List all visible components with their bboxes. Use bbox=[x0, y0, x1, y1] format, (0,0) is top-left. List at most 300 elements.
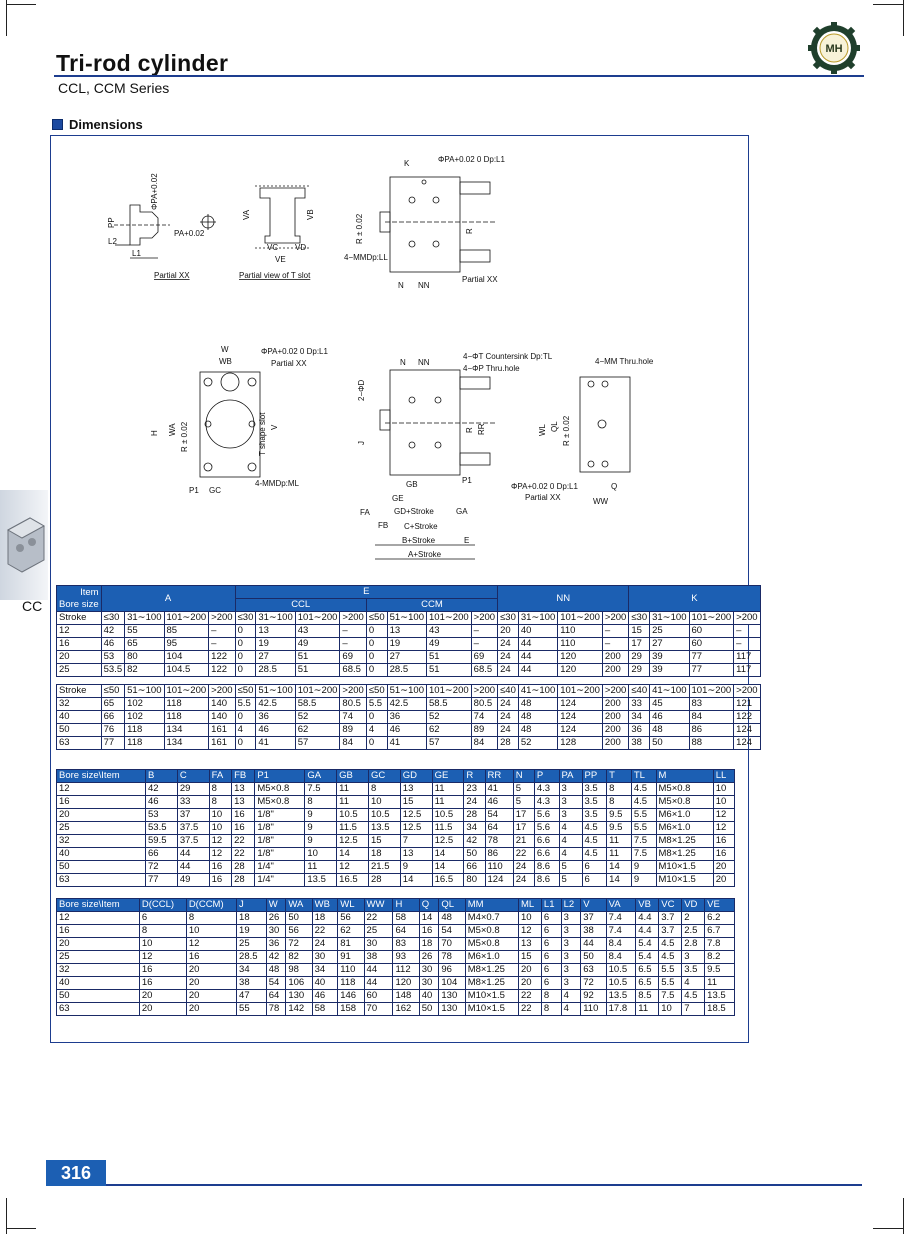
table-cell: 6 bbox=[541, 964, 561, 977]
table-cell: 33 bbox=[177, 796, 209, 809]
table-cell: 11 bbox=[636, 1003, 659, 1016]
table-cell: 20 bbox=[713, 874, 734, 887]
table-cell: 16 bbox=[139, 977, 186, 990]
label-ql: QL bbox=[550, 421, 559, 432]
table-cell: 18 bbox=[368, 848, 400, 861]
table-cell: 48 bbox=[518, 724, 557, 737]
stroke-range: ≤50 bbox=[235, 685, 256, 698]
table-cell: 5.6 bbox=[534, 809, 559, 822]
label-ga: GA bbox=[456, 507, 468, 516]
column-header: WL bbox=[338, 899, 364, 912]
table-cell: 0 bbox=[235, 651, 256, 664]
table-cell: 8 bbox=[139, 925, 186, 938]
table-cell: 27 bbox=[650, 638, 689, 651]
table-cell: 104.5 bbox=[164, 664, 209, 677]
table-cell: 5.4 bbox=[636, 951, 659, 964]
table-cell: 25 bbox=[364, 925, 393, 938]
table-cell: 4 bbox=[682, 977, 705, 990]
table-cell: 3 bbox=[559, 796, 582, 809]
table-cell: 57 bbox=[427, 737, 472, 750]
table-cell: 9 bbox=[305, 835, 337, 848]
section-heading bbox=[52, 117, 143, 132]
table-cell: 162 bbox=[393, 1003, 419, 1016]
table-row bbox=[57, 664, 761, 677]
table-cell: 20 bbox=[186, 990, 236, 1003]
label-ww: WW bbox=[593, 497, 609, 506]
table-cell: 29 bbox=[629, 664, 650, 677]
table-cell: 12 bbox=[186, 938, 236, 951]
column-header: GC bbox=[368, 770, 400, 783]
side-series-label: CC bbox=[22, 598, 43, 614]
table-cell: 16 bbox=[57, 796, 146, 809]
label-r-tol-3: R ± 0.02 bbox=[562, 415, 571, 446]
label-phi-pa-dp-3: ΦPA+0.02 0 Dp:L1 bbox=[511, 482, 578, 491]
table-cell: 80 bbox=[125, 651, 164, 664]
table-cell: M5×0.8 bbox=[255, 783, 305, 796]
table-cell: 20 bbox=[186, 964, 236, 977]
table-cell: 12 bbox=[209, 848, 232, 861]
table-cell: 13 bbox=[400, 848, 432, 861]
stroke-range: 41∼100 bbox=[650, 685, 689, 698]
table-cell: 77 bbox=[146, 874, 178, 887]
table-cell: 9 bbox=[631, 861, 656, 874]
drawing-t-slot bbox=[235, 178, 330, 283]
table-cell: 36 bbox=[387, 711, 426, 724]
table-cell: 4 bbox=[559, 848, 582, 861]
crop-mark-tl bbox=[6, 0, 7, 36]
header-ccm: CCM bbox=[366, 599, 497, 612]
stroke-range: >200 bbox=[340, 612, 366, 625]
table-cell: – bbox=[602, 638, 628, 651]
table-cell: 82 bbox=[286, 951, 312, 964]
table-cell: 50 bbox=[57, 990, 140, 1003]
stroke-range: >200 bbox=[602, 612, 628, 625]
table-cell: 28.5 bbox=[237, 951, 267, 964]
table-row bbox=[57, 925, 735, 938]
table-cell: 16 bbox=[209, 861, 232, 874]
label-wb: WB bbox=[219, 357, 232, 366]
table-cell: 62 bbox=[338, 925, 364, 938]
table-cell: 8.6 bbox=[534, 861, 559, 874]
label-ve: VE bbox=[275, 255, 286, 264]
table-cell: 130 bbox=[286, 990, 312, 1003]
table-cell: 48 bbox=[650, 724, 689, 737]
table-cell: 10.5 bbox=[606, 977, 636, 990]
table-cell: 6 bbox=[541, 951, 561, 964]
table-cell: 78 bbox=[439, 951, 465, 964]
label-r-1: R bbox=[465, 228, 474, 234]
column-header: L1 bbox=[541, 899, 561, 912]
table-cell: 110 bbox=[581, 1003, 606, 1016]
table-row bbox=[57, 796, 735, 809]
table-cell: 30 bbox=[266, 925, 286, 938]
table-cell: M5×0.8 bbox=[656, 783, 713, 796]
table-cell: 44 bbox=[581, 938, 606, 951]
column-header: ML bbox=[518, 899, 541, 912]
table-cell: 51 bbox=[427, 664, 472, 677]
column-header: Q bbox=[419, 899, 439, 912]
table-cell: 10 bbox=[713, 796, 734, 809]
table-cell: 4 bbox=[561, 1003, 581, 1016]
table-cell: 117 bbox=[734, 651, 760, 664]
table-cell: 11 bbox=[607, 835, 632, 848]
table-cell: 12 bbox=[57, 625, 102, 638]
table-cell: 2.5 bbox=[682, 925, 705, 938]
table-cell: 10.5 bbox=[337, 809, 369, 822]
table-cell: M6×1.0 bbox=[656, 809, 713, 822]
table-cell: 62 bbox=[427, 724, 472, 737]
table-cell: 8 bbox=[186, 912, 236, 925]
column-header: P1 bbox=[255, 770, 305, 783]
table-cell: 12.5 bbox=[400, 809, 432, 822]
table-cell: 110 bbox=[485, 861, 513, 874]
stroke-label: Stroke bbox=[57, 612, 102, 625]
table-cell: 41 bbox=[256, 737, 295, 750]
table-cell: M5×0.8 bbox=[656, 796, 713, 809]
table-cell: 134 bbox=[164, 724, 209, 737]
stroke-range: 31∼100 bbox=[518, 612, 557, 625]
section-title: Dimensions bbox=[69, 117, 143, 132]
table-cell: 25 bbox=[57, 951, 140, 964]
label-h: H bbox=[150, 430, 159, 436]
table-cell: 17 bbox=[513, 809, 534, 822]
table-cell: 50 bbox=[57, 724, 102, 737]
table-cell: 23 bbox=[464, 783, 485, 796]
table-cell: 41 bbox=[387, 737, 426, 750]
table-cell: 22 bbox=[232, 848, 255, 861]
table-cell: 4 bbox=[559, 835, 582, 848]
label-fb: FB bbox=[378, 521, 389, 530]
table-cell: 9 bbox=[400, 861, 432, 874]
table-cell: 24 bbox=[513, 861, 534, 874]
table-cell: 46 bbox=[650, 711, 689, 724]
table-cell: 10 bbox=[518, 912, 541, 925]
table-cell: 20 bbox=[139, 990, 186, 1003]
table-cell: 1/4" bbox=[255, 861, 305, 874]
stroke-range: >200 bbox=[734, 685, 760, 698]
table-cell: 39 bbox=[650, 664, 689, 677]
table-cell: 6 bbox=[541, 912, 561, 925]
table-cell: 10 bbox=[659, 1003, 682, 1016]
table-cell: 76 bbox=[101, 724, 125, 737]
label-l1: L1 bbox=[132, 249, 141, 258]
table-cell: 148 bbox=[393, 990, 419, 1003]
label-phi-pa-dp-2: ΦPA+0.02 0 Dp:L1 bbox=[261, 347, 328, 356]
table-cell: 48 bbox=[518, 698, 557, 711]
table-cell: 20 bbox=[139, 1003, 186, 1016]
table-cell: 7.5 bbox=[659, 990, 682, 1003]
stroke-range: 51∼100 bbox=[387, 685, 426, 698]
table-cell: 49 bbox=[295, 638, 340, 651]
column-header: QL bbox=[439, 899, 465, 912]
table-cell: 5 bbox=[559, 861, 582, 874]
table-cell: 8.4 bbox=[606, 938, 636, 951]
table-cell: 85 bbox=[164, 625, 209, 638]
table-cell: 26 bbox=[266, 912, 286, 925]
table-cell: 13 bbox=[256, 625, 295, 638]
table-cell: 3 bbox=[682, 951, 705, 964]
table-cell: M6×1.0 bbox=[656, 822, 713, 835]
table-cell: 4.5 bbox=[582, 835, 607, 848]
table-cell: 7 bbox=[400, 835, 432, 848]
table-cell: 13 bbox=[232, 783, 255, 796]
table-cell: 16 bbox=[139, 964, 186, 977]
stroke-range: >200 bbox=[471, 612, 497, 625]
column-header: D(CCM) bbox=[186, 899, 236, 912]
column-header: PA bbox=[559, 770, 582, 783]
table-cell: 6 bbox=[541, 925, 561, 938]
table-cell: 78 bbox=[485, 835, 513, 848]
table-cell: – bbox=[340, 638, 366, 651]
table-cell: 11 bbox=[432, 796, 464, 809]
table-cell: 82 bbox=[125, 664, 164, 677]
table-cell: 8.5 bbox=[636, 990, 659, 1003]
table-cell: 16 bbox=[419, 925, 439, 938]
table-cell: 4 bbox=[366, 724, 387, 737]
stroke-range: >200 bbox=[734, 612, 760, 625]
table-cell: 4.3 bbox=[534, 796, 559, 809]
table-cell: 40 bbox=[419, 990, 439, 1003]
table-cell: 3 bbox=[559, 809, 582, 822]
table-cell: – bbox=[209, 638, 235, 651]
table-cell: 5.5 bbox=[631, 809, 656, 822]
table-row bbox=[57, 783, 735, 796]
label-c-stroke: C+Stroke bbox=[404, 522, 438, 531]
table-cell: 12.5 bbox=[432, 835, 464, 848]
table-cell: 6.2 bbox=[705, 912, 735, 925]
table-cell: 5.5 bbox=[659, 977, 682, 990]
table-cell: 20 bbox=[518, 964, 541, 977]
table-cell: 8 bbox=[541, 1003, 561, 1016]
label-nn-2: NN bbox=[418, 358, 430, 367]
column-header: VC bbox=[659, 899, 682, 912]
table-cell: 15 bbox=[400, 796, 432, 809]
table-cell: 9.5 bbox=[607, 809, 632, 822]
title-rule bbox=[54, 75, 864, 77]
table-cell: 158 bbox=[338, 1003, 364, 1016]
caption-partial-xx-1: Partial XX bbox=[154, 271, 190, 280]
table-cell: 0 bbox=[366, 651, 387, 664]
cylinder-thumbnail-icon bbox=[0, 490, 48, 600]
table-cell: 117 bbox=[734, 664, 760, 677]
table-cell: 65 bbox=[125, 638, 164, 651]
column-header: VA bbox=[606, 899, 636, 912]
table-cell: 104 bbox=[164, 651, 209, 664]
table-row bbox=[57, 651, 761, 664]
table-row bbox=[57, 938, 735, 951]
stroke-range: ≤30 bbox=[498, 612, 519, 625]
stroke-range: 101∼200 bbox=[164, 685, 209, 698]
table-cell: 17 bbox=[629, 638, 650, 651]
table-cell: M8×1.25 bbox=[465, 977, 518, 990]
table-cell: 65 bbox=[101, 698, 125, 711]
table-cell: 5 bbox=[513, 783, 534, 796]
table-cell: 4.5 bbox=[682, 990, 705, 1003]
table-cell: 53 bbox=[146, 809, 178, 822]
table-cell: 84 bbox=[340, 737, 366, 750]
table-cell: 120 bbox=[558, 664, 603, 677]
table-cell: 50 bbox=[419, 1003, 439, 1016]
header-a: A bbox=[101, 586, 235, 612]
table-cell: 7.5 bbox=[631, 835, 656, 848]
column-header: W bbox=[266, 899, 286, 912]
table-cell: 83 bbox=[393, 938, 419, 951]
table-cell: 6.7 bbox=[705, 925, 735, 938]
table-cell: 11.5 bbox=[432, 822, 464, 835]
table-header-row bbox=[57, 586, 761, 599]
table-cell: 5.5 bbox=[659, 964, 682, 977]
table-cell: 32 bbox=[57, 964, 140, 977]
table-cell: 25 bbox=[650, 625, 689, 638]
column-header: PP bbox=[582, 770, 607, 783]
table-cell: 12 bbox=[209, 835, 232, 848]
table-cell: 69 bbox=[340, 651, 366, 664]
table-cell: 54 bbox=[439, 925, 465, 938]
label-v: V bbox=[270, 424, 279, 430]
stroke-range: 51∼100 bbox=[256, 685, 295, 698]
table-cell: 68.5 bbox=[471, 664, 497, 677]
table-cell: 44 bbox=[177, 861, 209, 874]
table-row bbox=[57, 835, 735, 848]
label-pp: PP bbox=[107, 217, 116, 228]
table-cell: 200 bbox=[602, 664, 628, 677]
table-cell: 4.5 bbox=[659, 951, 682, 964]
stroke-range: 51∼100 bbox=[125, 685, 164, 698]
table-cell: 8 bbox=[209, 783, 232, 796]
label-r-tol-2: R ± 0.02 bbox=[180, 421, 189, 452]
column-header: H bbox=[393, 899, 419, 912]
column-header: GB bbox=[337, 770, 369, 783]
table-cell: 63 bbox=[581, 964, 606, 977]
column-header: MM bbox=[465, 899, 518, 912]
table-cell: 42.5 bbox=[256, 698, 295, 711]
table-cell: 102 bbox=[125, 711, 164, 724]
table-cell: 3.5 bbox=[582, 783, 607, 796]
stroke-range: 101∼200 bbox=[295, 685, 340, 698]
table-cell: 56 bbox=[286, 925, 312, 938]
table-cell: 0 bbox=[366, 625, 387, 638]
table-cell: 13.5 bbox=[305, 874, 337, 887]
table-cell: 3 bbox=[561, 938, 581, 951]
table-cell: 58 bbox=[393, 912, 419, 925]
table-cell: 13 bbox=[387, 625, 426, 638]
table-cell: 56 bbox=[338, 912, 364, 925]
stroke-range: 101∼200 bbox=[689, 685, 734, 698]
table-cell: 5.5 bbox=[366, 698, 387, 711]
table-cell: 3 bbox=[561, 964, 581, 977]
table-cell: 33 bbox=[629, 698, 650, 711]
table-cell: 4.5 bbox=[582, 822, 607, 835]
table-row bbox=[57, 874, 735, 887]
table-cell: 24 bbox=[498, 651, 519, 664]
table-cell: 118 bbox=[338, 977, 364, 990]
label-phi-pa-dp: ΦPA+0.02 0 Dp:L1 bbox=[438, 155, 505, 164]
table-cell: 54 bbox=[266, 977, 286, 990]
table-cell: M8×1.25 bbox=[465, 964, 518, 977]
table-cell: 11 bbox=[305, 861, 337, 874]
table-cell: 13.5 bbox=[368, 822, 400, 835]
table-cell: 1/8" bbox=[255, 835, 305, 848]
label-4t-countersink: 4−ΦT Countersink Dp:TL bbox=[463, 352, 553, 361]
table-cell: 7.5 bbox=[305, 783, 337, 796]
label-wl: WL bbox=[538, 424, 547, 436]
table-cell: 5.4 bbox=[636, 938, 659, 951]
table-row bbox=[57, 951, 735, 964]
table-cell: 3.7 bbox=[659, 925, 682, 938]
column-header: Bore size\Item bbox=[57, 899, 140, 912]
table-row bbox=[57, 638, 761, 651]
column-header: D(CCL) bbox=[139, 899, 186, 912]
table-cell: 7.5 bbox=[631, 848, 656, 861]
stroke-range: ≤40 bbox=[629, 685, 650, 698]
table-cell: 130 bbox=[439, 990, 465, 1003]
table-cell: 34 bbox=[312, 964, 338, 977]
table-cell: 20 bbox=[57, 809, 146, 822]
table-cell: 6 bbox=[139, 912, 186, 925]
table-cell: 34 bbox=[237, 964, 267, 977]
table-cell: 46 bbox=[146, 796, 178, 809]
table-cell: 18 bbox=[419, 938, 439, 951]
table-cell: 42.5 bbox=[387, 698, 426, 711]
table-cell: 10 bbox=[209, 822, 232, 835]
table-cell: 30 bbox=[419, 977, 439, 990]
table-cell: 96 bbox=[439, 964, 465, 977]
table-cell: 58 bbox=[312, 1003, 338, 1016]
drawing-side-view-top bbox=[340, 152, 510, 292]
table-cell: 1/8" bbox=[255, 822, 305, 835]
table-cell: 54 bbox=[485, 809, 513, 822]
column-header: J bbox=[237, 899, 267, 912]
table-row bbox=[57, 698, 761, 711]
table-cell: 21 bbox=[513, 835, 534, 848]
table-cell: 2.8 bbox=[682, 938, 705, 951]
table-cell: 42 bbox=[464, 835, 485, 848]
table-cell: 121 bbox=[734, 698, 760, 711]
table-cell: 44 bbox=[518, 651, 557, 664]
table-cell: 24 bbox=[498, 724, 519, 737]
table-cell: 64 bbox=[266, 990, 286, 1003]
table-cell: 22 bbox=[518, 990, 541, 1003]
table-cell: 118 bbox=[125, 737, 164, 750]
table-cell: 46 bbox=[387, 724, 426, 737]
table-cell: 3.5 bbox=[682, 964, 705, 977]
table-cell: 52 bbox=[427, 711, 472, 724]
table-cell: 30 bbox=[364, 938, 393, 951]
table-cell: 0 bbox=[366, 737, 387, 750]
table-cell: M8×1.25 bbox=[656, 835, 713, 848]
table-cell: 22 bbox=[364, 912, 393, 925]
table-cell: 83 bbox=[689, 698, 734, 711]
table-cell: 38 bbox=[629, 737, 650, 750]
column-header: V bbox=[581, 899, 606, 912]
table-cell: 14 bbox=[337, 848, 369, 861]
table-cell: 72 bbox=[581, 977, 606, 990]
table-row bbox=[57, 809, 735, 822]
table-cell: 0 bbox=[366, 638, 387, 651]
table-cell: 77 bbox=[689, 664, 734, 677]
table-cell: 47 bbox=[237, 990, 267, 1003]
table-cell: 124 bbox=[558, 698, 603, 711]
column-header: GD bbox=[400, 770, 432, 783]
table-cell: 0 bbox=[235, 625, 256, 638]
table-cell: 37 bbox=[581, 912, 606, 925]
table-cell: M6×1.0 bbox=[465, 951, 518, 964]
table-cell: 44 bbox=[177, 848, 209, 861]
table-cell: 122 bbox=[734, 711, 760, 724]
table-cell: 14 bbox=[607, 874, 632, 887]
table-row bbox=[57, 912, 735, 925]
table-cell: 95 bbox=[164, 638, 209, 651]
